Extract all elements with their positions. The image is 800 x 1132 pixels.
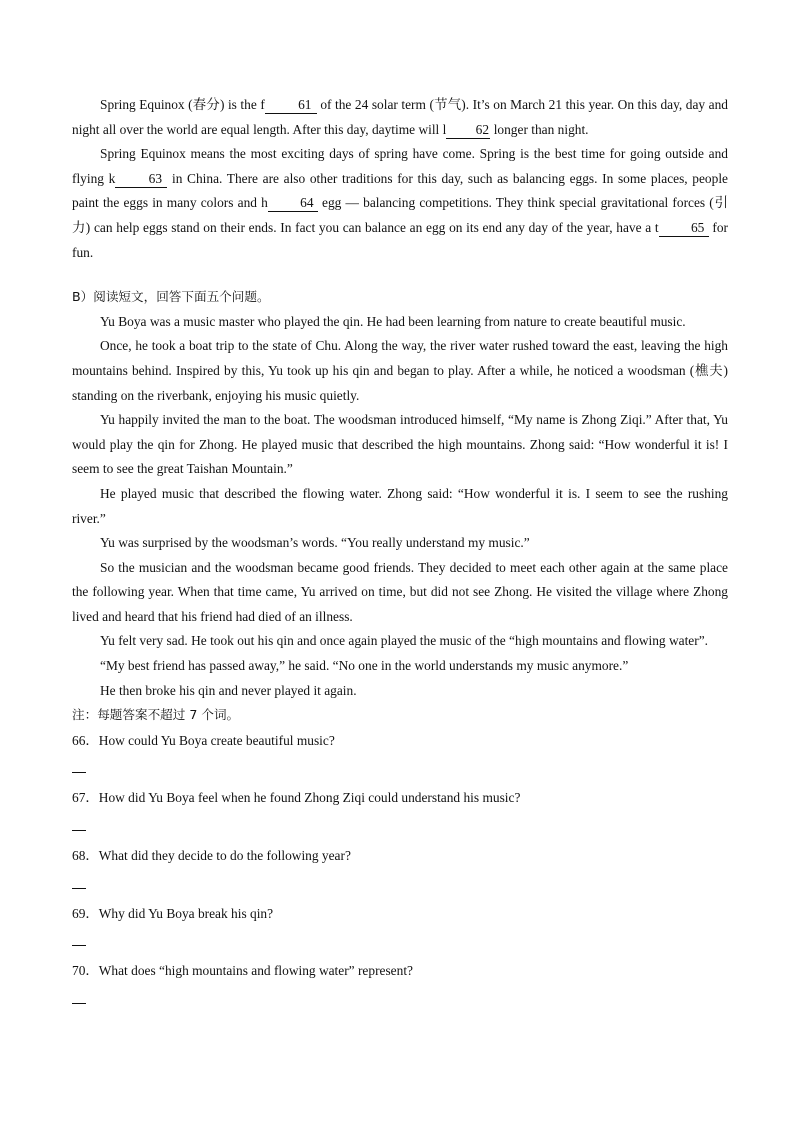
question-number: 70． [72,963,99,979]
question-text: What does “high mountains and flowing water” represent? [98,963,413,979]
story-paragraph: “My best friend has passed away,” he said. “No one in the world understands my music anymore.” [100,658,629,674]
passage-text: Spring Equinox (春分) is the f [100,97,265,112]
blank-64: 64 [268,195,318,212]
passage-a-paragraph-1 [72,93,728,142]
question-66 [72,729,728,754]
story-paragraph: Yu was surprised by the woodsman’s words. “You really understand my music.” [100,535,530,551]
blank-62: 62 [446,122,490,139]
story-paragraph: Yu happily invited the man to the boat. The woodsman introduced himself, “My name is Zhong Ziqi.” After that, Yu would play the qin for Zhong. He played music that described the high mountains. Zhong said: “How wonderful it is! I seem to see the great Taishan Mountain.” [72,412,728,477]
blank-63: 63 [115,171,167,188]
question-text: How could Yu Boya create beautiful music? [98,732,335,748]
passage-text: for fun. [72,219,728,260]
question-number: 69． [72,905,99,921]
passage-text: in China. There are also other traditions for this day, such as balancing eggs. In some places, people paint the eggs in many colors and h [72,170,728,211]
question-text: How did Yu Boya feel when he found Zhong Ziqi could understand his music? [98,790,521,806]
answer-line-66[interactable] [72,772,86,773]
passage-a-paragraph-2 [72,142,728,265]
story-paragraph: Yu felt very sad. He took out his qin and once again played the music of the “high mountains and flowing water”. [100,633,709,649]
question-text: Why did Yu Boya break his qin? [98,905,274,921]
passage-text: longer than night. [490,121,589,137]
answer-line-68[interactable] [72,888,86,889]
worksheet-page [72,93,728,1017]
blank-65: 65 [659,220,709,237]
section-b-heading: B）阅读短文，回答下面五个问题。 [72,289,270,305]
story-paragraph: So the musician and the woodsman became good friends. They decided to meet each other again at the same place the following year. When that time came, Yu arrived on time, but did not see Zhong. He visited the village where Zhong lived and heard that his friend had died of an illness. [72,559,728,624]
answer-note: 注：每题答案不超过 7 个词。 [72,707,240,723]
story-paragraph: Once, he took a boat trip to the state of Chu. Along the way, the river water rushed toward the east, leaving the high mountains behind. Inspired by this, Yu took up his qin and began to play. After a while, he noticed a woodsman (樵夫) standing on the riverbank, enjoying his music quietly. [72,338,728,403]
passage-text: egg — balancing competitions. They think special gravitational forces (引力) can help eggs stand on their ends. In fact you can balance an egg on its end any day of the year, have a t [72,195,728,235]
blank-61: 61 [265,97,317,114]
passage-text: of the 24 solar term (节气). It’s on March 21 this year. On this day, day and night all over the world are equal length. After this day, daytime will l [72,97,728,137]
question-68 [72,844,728,869]
question-70 [72,959,728,984]
answer-line-67[interactable] [72,830,86,831]
story-paragraph: He played music that described the flowing water. Zhong said: “How wonderful it is. I seem to see the rushing river.” [72,485,728,526]
question-text: What did they decide to do the following year? [98,848,351,864]
story-paragraph: He then broke his qin and never played it again. [100,682,357,698]
question-number: 68． [72,848,99,864]
question-67 [72,786,728,811]
question-69 [72,902,728,927]
story-paragraph: Yu Boya was a music master who played the qin. He had been learning from nature to create beautiful music. [100,313,686,329]
answer-line-70[interactable] [72,1003,86,1004]
answer-line-69[interactable] [72,945,86,946]
passage-text: Spring Equinox means the most exciting days of spring have come. Spring is the best time for going outside and flying k [72,146,728,186]
question-number: 66． [72,732,99,748]
question-number: 67． [72,790,99,806]
